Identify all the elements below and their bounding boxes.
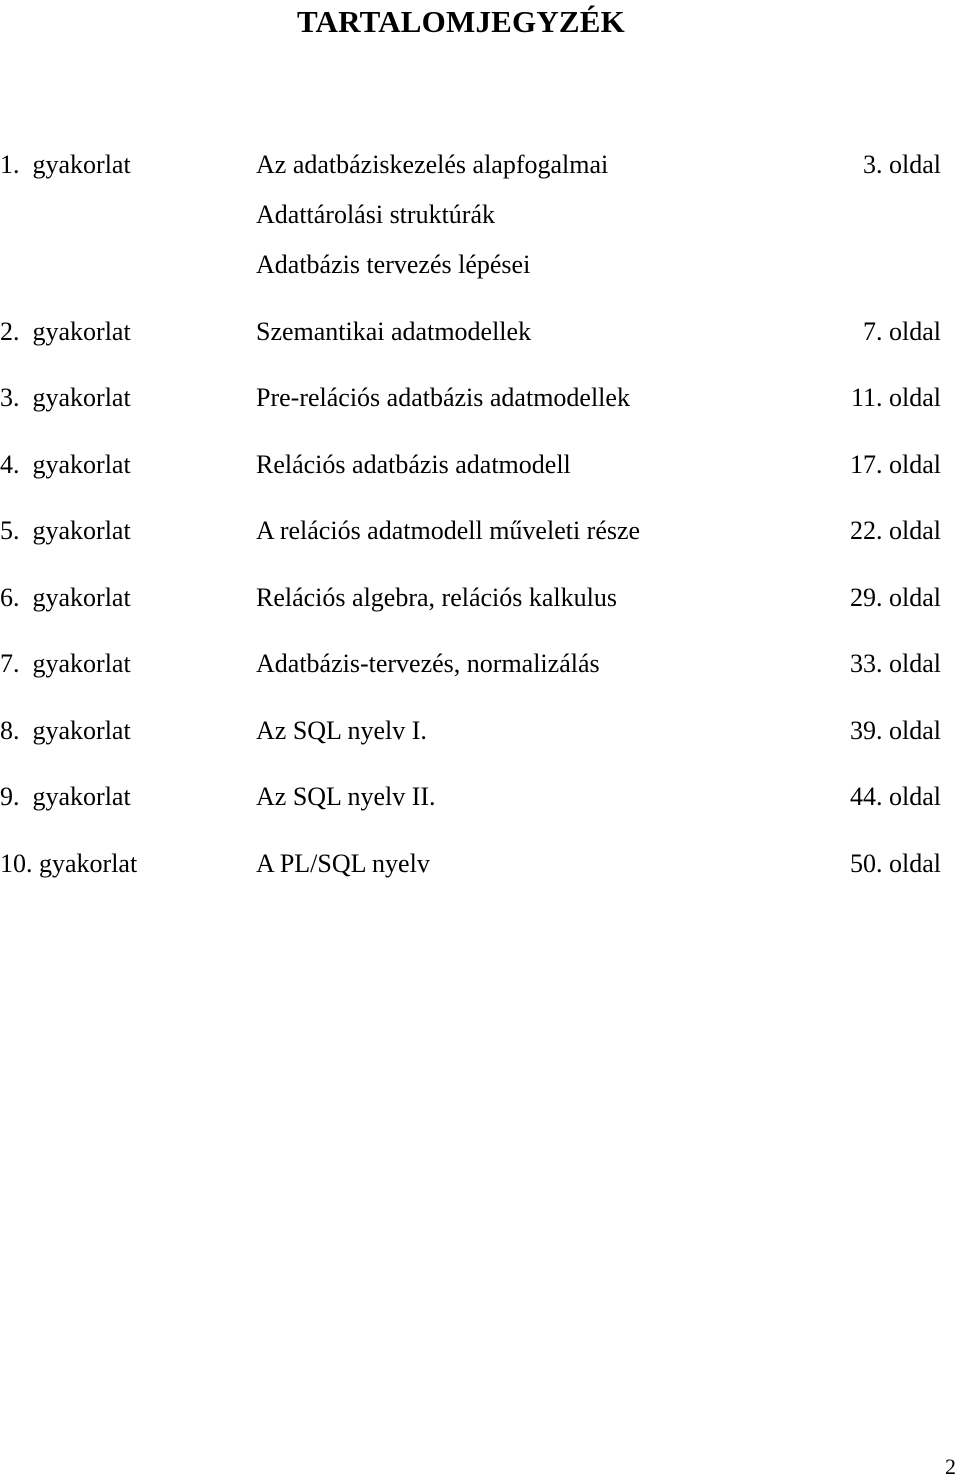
toc-entry-topic: Szemantikai adatmodellek	[256, 316, 532, 346]
toc-entry-2	[0, 307, 960, 357]
toc-entry-page: 11. oldal	[850, 383, 941, 412]
toc-entry-label: 9. gyakorlat	[0, 782, 131, 811]
toc-entry-line	[0, 240, 960, 290]
toc-entry-8	[0, 706, 960, 756]
toc-entry-page: 50. oldal	[850, 848, 941, 878]
toc-entry-line	[0, 506, 960, 556]
toc-entry-page: 44. oldal	[850, 782, 941, 811]
toc-entry-label: 6. gyakorlat	[0, 582, 131, 612]
toc-entry-topic: Adatbázis-tervezés, normalizálás	[256, 649, 600, 678]
toc-entry-1	[0, 140, 960, 290]
toc-entry-label: 3. gyakorlat	[0, 383, 131, 412]
toc-entry-topic: Relációs adatbázis adatmodell	[256, 449, 571, 479]
toc-entry-line	[0, 839, 960, 889]
toc-entry-topic: A PL/SQL nyelv	[256, 848, 430, 878]
toc-entry-5	[0, 506, 960, 556]
toc-entry-page: 3. oldal	[863, 150, 941, 179]
toc-entry-topic: Relációs algebra, relációs kalkulus	[256, 582, 617, 612]
toc-entry-page: 22. oldal	[850, 516, 941, 545]
toc-entry-topic: Az adatbáziskezelés alapfogalmai	[256, 150, 609, 179]
toc-entry-label: 7. gyakorlat	[0, 649, 131, 678]
toc-entry-3	[0, 373, 960, 423]
toc-entry-line	[0, 639, 960, 689]
toc-entry-10	[0, 839, 960, 889]
toc-entry-4	[0, 440, 960, 490]
toc-entry-line	[0, 140, 960, 190]
toc-entry-topic: Pre-relációs adatbázis adatmodellek	[256, 383, 630, 412]
toc-entry-label: 1. gyakorlat	[0, 150, 131, 179]
toc-entry-topic: Az SQL nyelv I.	[256, 715, 427, 745]
toc-entry-label: 10. gyakorlat	[0, 848, 138, 878]
toc-entry-line	[0, 190, 960, 240]
page-number: 2	[945, 1454, 956, 1479]
toc-entry-6	[0, 573, 960, 623]
toc-entry-topic: Az SQL nyelv II.	[256, 782, 436, 811]
toc-entry-label: 4. gyakorlat	[0, 449, 131, 479]
table-of-contents	[0, 140, 960, 889]
toc-entry-topic: Adatbázis tervezés lépései	[256, 250, 531, 279]
toc-entry-page: 39. oldal	[850, 715, 941, 745]
toc-entry-line	[0, 706, 960, 756]
toc-entry-line	[0, 307, 960, 357]
toc-entry-page: 17. oldal	[850, 449, 941, 479]
page-title: TARTALOMJEGYZÉK	[296, 4, 625, 39]
toc-entry-line	[0, 573, 960, 623]
toc-entry-page: 33. oldal	[850, 649, 941, 678]
toc-entry-7	[0, 639, 960, 689]
toc-entry-9	[0, 772, 960, 822]
toc-entry-line	[0, 772, 960, 822]
toc-entry-label: 5. gyakorlat	[0, 516, 131, 545]
toc-entry-page: 7. oldal	[863, 316, 941, 346]
toc-entry-label: 2. gyakorlat	[0, 316, 131, 346]
toc-entry-topic: Adattárolási struktúrák	[256, 200, 495, 229]
toc-entry-line	[0, 373, 960, 423]
toc-entry-page: 29. oldal	[850, 582, 941, 612]
toc-entry-topic: A relációs adatmodell műveleti része	[256, 516, 641, 545]
toc-entry-label: 8. gyakorlat	[0, 715, 131, 745]
toc-entry-line	[0, 440, 960, 490]
